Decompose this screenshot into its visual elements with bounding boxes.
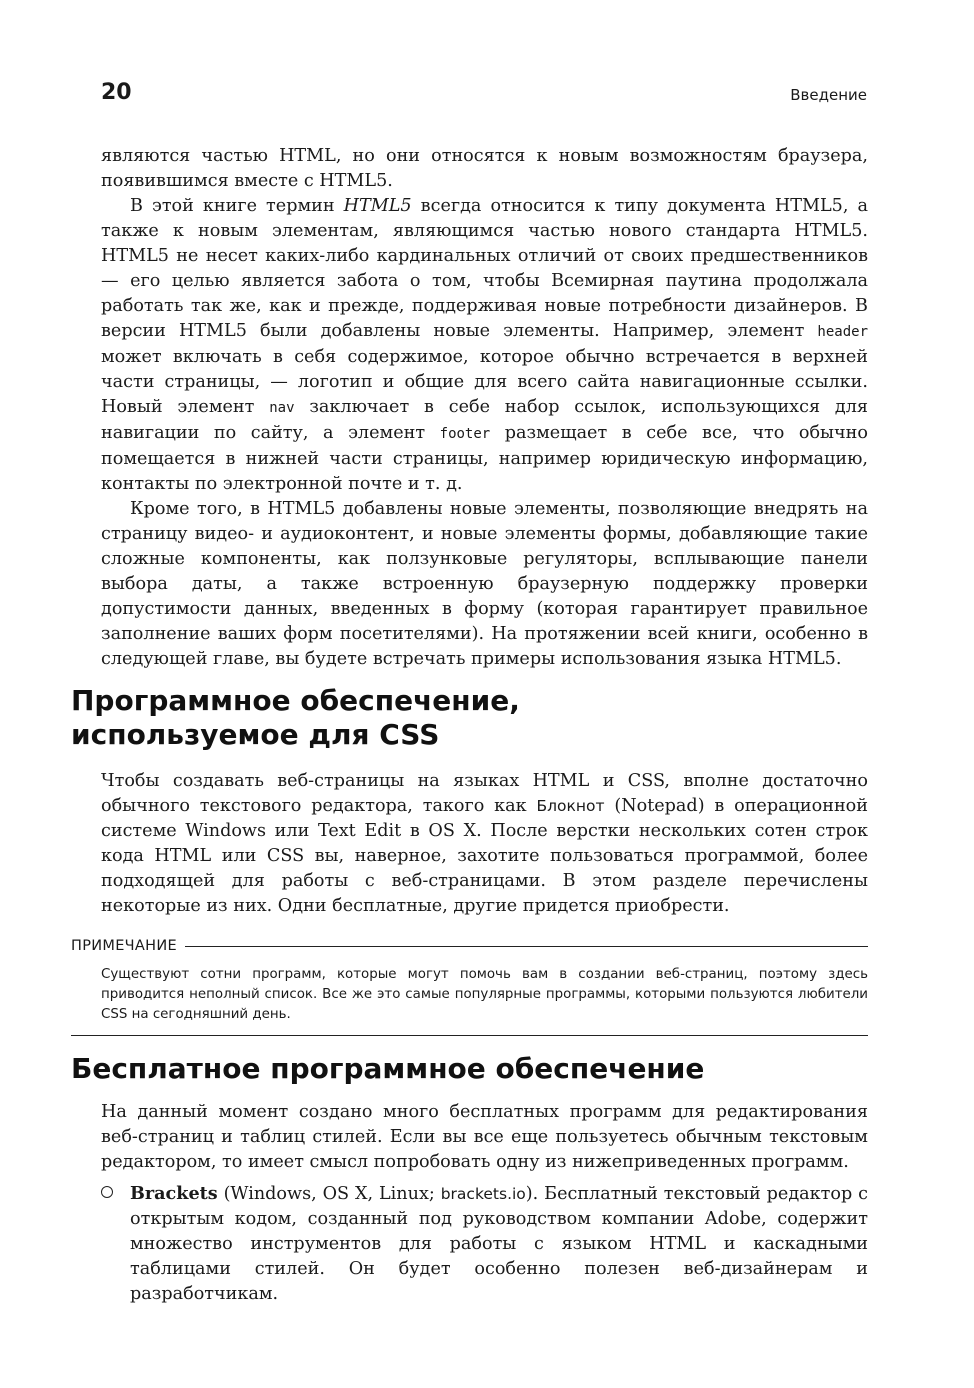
note-bottom-rule xyxy=(71,1035,868,1036)
app-name-notepad: Блокнот xyxy=(536,797,605,815)
text-run: (Windows, OS X, Linux; xyxy=(217,1184,441,1204)
text-run: заключает в себе набор ссылок, использующихся для навигации по сайту, а элемент xyxy=(101,397,868,443)
bullet-circle-icon xyxy=(101,1186,113,1198)
subsection-text xyxy=(101,1100,868,1175)
term-html5: HTML5 xyxy=(343,196,412,216)
code-footer: footer xyxy=(439,426,491,442)
note-header xyxy=(71,935,868,957)
section-heading xyxy=(71,684,520,752)
list-item xyxy=(101,1181,868,1307)
heading-line: Программное обеспечение, xyxy=(71,684,520,717)
note-text: Существуют сотни программ, которые могут помочь вам в создании веб-страниц, поэтому здесь приводится неполный список. Все же это самые популярные программы, которыми пользуются любители CSS на сегодняшний день. xyxy=(101,967,868,1022)
note-label: ПРИМЕЧАНИЕ xyxy=(71,938,177,954)
code-header: header xyxy=(817,324,868,340)
page-number: 20 xyxy=(101,80,132,105)
note-box xyxy=(71,935,868,1036)
chapter-title: Введение xyxy=(790,86,867,104)
intro-text xyxy=(101,144,868,672)
text-run: может включать в себя содержимое, которое обычно встречается в верхней части страницы, — логотип и общие для всего сайта навигационные ссылки. Новый элемент xyxy=(101,347,868,417)
note-top-rule xyxy=(185,946,868,947)
code-nav: nav xyxy=(269,400,295,416)
text-run: В этой книге термин xyxy=(130,196,344,216)
running-head xyxy=(101,80,867,110)
paragraph: являются частью HTML, но они относятся к новым возможностям браузера, появившимся вместе с HTML5. xyxy=(101,146,868,191)
text-run: размещает в себе все, что обычно помещается в нижней части страницы, например юридическую информацию, контакты по электронной почте и т. д. xyxy=(101,423,868,494)
paragraph xyxy=(101,769,868,919)
paragraph: На данный момент создано много бесплатных программ для редактирования веб-страниц и таблиц стилей. Если вы все еще пользуетесь обычным текстовым редактором, то имеет смысл попробовать одну из нижеприведенных программ. xyxy=(101,1102,868,1172)
url-link: brackets.io xyxy=(440,1185,526,1203)
subsection-heading: Бесплатное программное обеспечение xyxy=(71,1052,705,1085)
paragraph: Кроме того, в HTML5 добавлены новые элементы, позволяющие внедрять на страницу видео- и аудиоконтент, и новые элементы формы, добавляющие такие сложные компоненты, как ползунковые регуляторы, всплывающие панели выбора даты, а также встроенную браузерную поддержку проверки допустимости данных, введенных в форму (которая гарантирует правильное заполнение ваших форм посетителями). На протяжении всей книги, особенно в следующей главе, вы будете встречать примеры использования языка HTML5. xyxy=(101,499,868,669)
text-run: Чтобы создавать веб-страницы на языках HTML и CSS, вполне достаточно обычного текстового редактора, такого как xyxy=(101,771,868,816)
product-name: Brackets xyxy=(130,1183,218,1204)
text-run: ). Бесплатный текстовый редактор с открытым кодом, созданный под руководством компании Adobe, содержит множество инструментов для работы с языком HTML и каскадными таблицами стилей. Он будет особенно полезен веб-дизайнерам и разработчикам. xyxy=(130,1184,868,1304)
paragraph xyxy=(101,194,868,497)
text-run: всегда относится к типу документа HTML5, а также к новым элементам, являющимся частью нового стандарта HTML5. HTML5 не несет каких-либо кардинальных отличий от своих предшественников — его целью является забота о том, чтобы Всемирная паутина продолжала работать так же, как и прежде, поддерживая новые потребности дизайнеров. В версии HTML5 были добавлены новые элементы. Например, элемент xyxy=(101,196,868,341)
section-text xyxy=(101,769,868,919)
list-item-text xyxy=(130,1181,868,1307)
text-run: (Notepad) в операционной системе Windows или Text Edit в OS X. После верстки нескольких сотен строк кода HTML или CSS вы, наверное, захотите пользоваться программой, более подходящей для работы с веб-страницами. В этом разделе перечислены некоторые из них. Одни бесплатные, другие придется приобрести. xyxy=(101,796,868,916)
heading-line: используемое для CSS xyxy=(71,718,440,751)
